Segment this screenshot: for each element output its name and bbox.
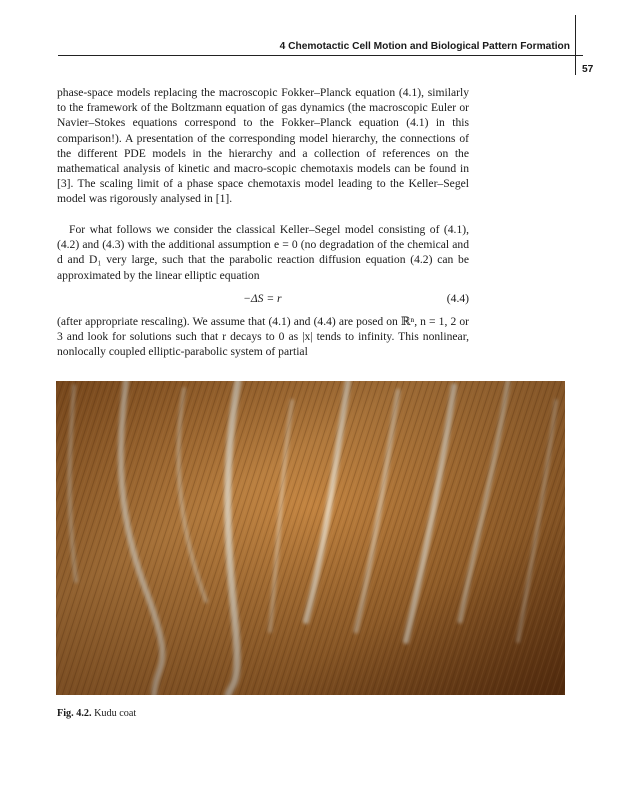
paragraph-3: [57, 314, 469, 360]
paragraph-2: [57, 222, 469, 283]
kudu-coat-photo: [56, 381, 565, 695]
running-header-title: 4 Chemotactic Cell Motion and Biological Pattern Formation: [279, 41, 570, 52]
equation-4-4: [57, 291, 469, 306]
paragraph-1-text: phase-space models replacing the macroscopic Fokker–Planck equation (4.1), similarly to the framework of the Boltzmann equation of gas dynamics (the macroscopic Euler or Navier–Stokes equations correspond to the Fokker–Planck equation (4.1) in this comparison!). A presentation of the corresponding model hierarchy, the connections of the different PDE models in the hierarchy and a collection of references on the mathematical analysis of kinetic and macro-scopic chemotaxis models can be found in [3]. The scaling limit of a phase space chemotaxis model leading to the Keller–Segel model was rigorously analysed in [1].: [57, 86, 469, 206]
equation-formula: −ΔS = r: [243, 292, 282, 305]
paragraph-1: [57, 85, 469, 207]
figure-caption: [57, 708, 136, 719]
header-vertical-rule: [575, 15, 576, 75]
kudu-coat-illustration: [56, 381, 565, 695]
paragraph-3-text: (after appropriate rescaling). We assume that (4.1) and (4.4) are posed on ℝⁿ, n = 1, 2 or 3 and look for solutions such that r decays to 0 as |x| tends to infinity. This nonlinear, nonlocally coupled elliptic-parabolic system of partial: [57, 315, 469, 359]
figure-label: Fig. 4.2.: [57, 708, 92, 719]
paragraph-2-text: For what follows we consider the classical Keller–Segel model consisting of (4.1), (4.2) and (4.3) with the additional assumption e = 0 (no degradation of the chemical and d and D₁ very large, such that the parabolic reaction diffusion equation (4.2) can be approximated by the linear elliptic equation: [57, 223, 469, 282]
page-number: 57: [582, 64, 594, 75]
figure-caption-text: Kudu coat: [94, 708, 137, 719]
header-rule: [58, 55, 583, 56]
equation-number: (4.4): [446, 292, 469, 305]
